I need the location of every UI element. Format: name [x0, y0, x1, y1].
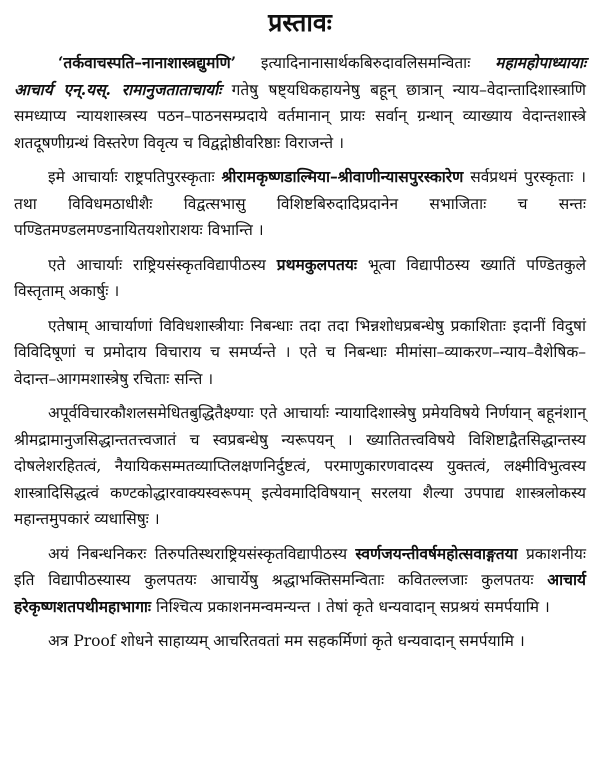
paragraph-2: [14, 164, 586, 244]
paragraph-2-run-1: इमे आचार्याः राष्ट्रपतिपुरस्कृताः: [48, 168, 222, 186]
paragraph-1: [14, 50, 586, 156]
paragraph-7: [14, 628, 586, 655]
paragraph-2-run-2: श्रीरामकृष्णडाल्मिया–श्रीवाणीन्यासपुरस्कारेण: [221, 167, 464, 186]
paragraph-6-run-1: अयं निबन्धनिकरः तिरुपतिस्थराष्ट्रियसंस्कृतविद्यापीठस्य: [48, 544, 356, 563]
paragraph-7-run-1: अत्र Proof शोधने साहाय्यम् आचरितवतां मम सहकर्मिणां कृते धन्यवादान् समर्पयामि ।: [48, 632, 525, 650]
paragraph-3-run-3: भूत्वा विद्यापीठस्य ख्यातिं पण्डितकुले विस्तृताम् अकार्षुः ।: [14, 255, 586, 300]
paragraph-2-run-3: सर्वप्रथमं पुरस्कृताः । तथा विविधमठाधीशैः विद्वत्सभासु विशिष्टबिरुदादिप्रदानेन सभाजिताः च सन्तः पण्डितमण्डलमण्डनायितयशोराशयः विभान्ति ।: [14, 168, 586, 239]
paragraph-6-run-2: स्वर्णजयन्तीवर्षमहोत्सवाङ्गतया: [355, 543, 518, 563]
paragraph-5: [14, 400, 586, 533]
paragraph-6-run-4: आचार्य हरेकृष्णशतपथीमहाभागाः: [14, 570, 586, 616]
paragraph-3-run-2: प्रथमकुलपतयः: [276, 254, 357, 274]
paragraph-6-run-3: प्रकाशनीयः इति विद्यापीठस्यास्य कुलपतयः आचार्येषु श्रद्धाभक्तिसमन्विताः कवितल्लजाः कुलपतयः: [14, 544, 586, 589]
paragraph-5-run-1: अपूर्वविचारकौशलसमेधितबुद्धितैक्ष्ण्याः एते आचार्याः न्यायादिशास्त्रेषु प्रमेयविषये निर्णयान् बहूनंशान् श्रीमद्रामानुजसिद्धान्ततत्त्वजातं च स्वप्रबन्धेषु न्यरूपयन् । ख्यातितत्त्वविषये विशिष्टाद्वैतसिद्धान्तस्य दोषलेशरहितत्वं, नैयायिकसम्मतव्याप्तिलक्षणनिर्दुष्टत्वं, परमाणुकारणवादस्य युक्तत्वं, लक्ष्मीविभुत्वस्य शास्त्रादिसिद्धत्वं कण्टकोद्धारवाक्यस्वरूपम् इत्येवमादिविषयान् सरलया शैल्या उपपाद्य शास्त्रलोकस्य महान्तमुपकारं व्यधासिषुः ।: [14, 404, 586, 528]
paragraph-3-run-1: एते आचार्याः राष्ट्रियसंस्कृतविद्यापीठस्य: [48, 255, 277, 274]
paragraph-4: [14, 313, 586, 393]
paragraph-1-run-4: गतेषु षष्ट्यधिकहायनेषु बहून् छात्रान् न्याय–वेदान्तादिशास्त्राणि समध्याप्य न्यायशास्त्रस्य पठन–पाठनसम्प्रदाये वर्तमानान् प्रायः सर्वान् ग्रन्थान् व्याख्याय वेदान्तशास्त्रे शतदूषणीग्रन्थं विस्तरेण विवृत्य च विद्वद्गोष्ठीवरिष्ठाः विराजन्ते ।: [14, 80, 586, 152]
paragraph-6: [14, 541, 586, 621]
paragraph-6-run-5: निश्चित्य प्रकाशनमन्वमन्यन्त । तेषां कृते धन्यवादान् सप्रश्रयं समर्पयामि ।: [151, 597, 550, 616]
paragraph-4-run-1: एतेषाम् आचार्याणां विविधशास्त्रीयाः निबन्धाः तदा तदा भिन्नशोधप्रबन्धेषु प्रकाशिताः इदानीं विदुषां विविदिषूणां च प्रमोदाय विचाराय च समर्प्यन्ते । एते च निबन्धाः मीमांसा–व्याकरण–न्याय–वैशेषिक–वेदान्त–आगमशास्त्रेषु रचिताः सन्ति ।: [14, 316, 586, 388]
paragraph-1-run-1: ‘तर्कवाचस्पति–नानाशास्त्रद्युमणि’: [58, 53, 237, 72]
paragraph-1-run-2: इत्यादिनानासार्थकबिरुदावलिसमन्विताः: [236, 54, 496, 72]
paragraph-1-run-3: महामहोपाध्यायाः आचार्य एन्.यस्. रामानुजताताचार्याः: [14, 53, 586, 99]
paragraph-3: [14, 252, 586, 305]
page-title: प्रस्तावः: [268, 8, 332, 37]
